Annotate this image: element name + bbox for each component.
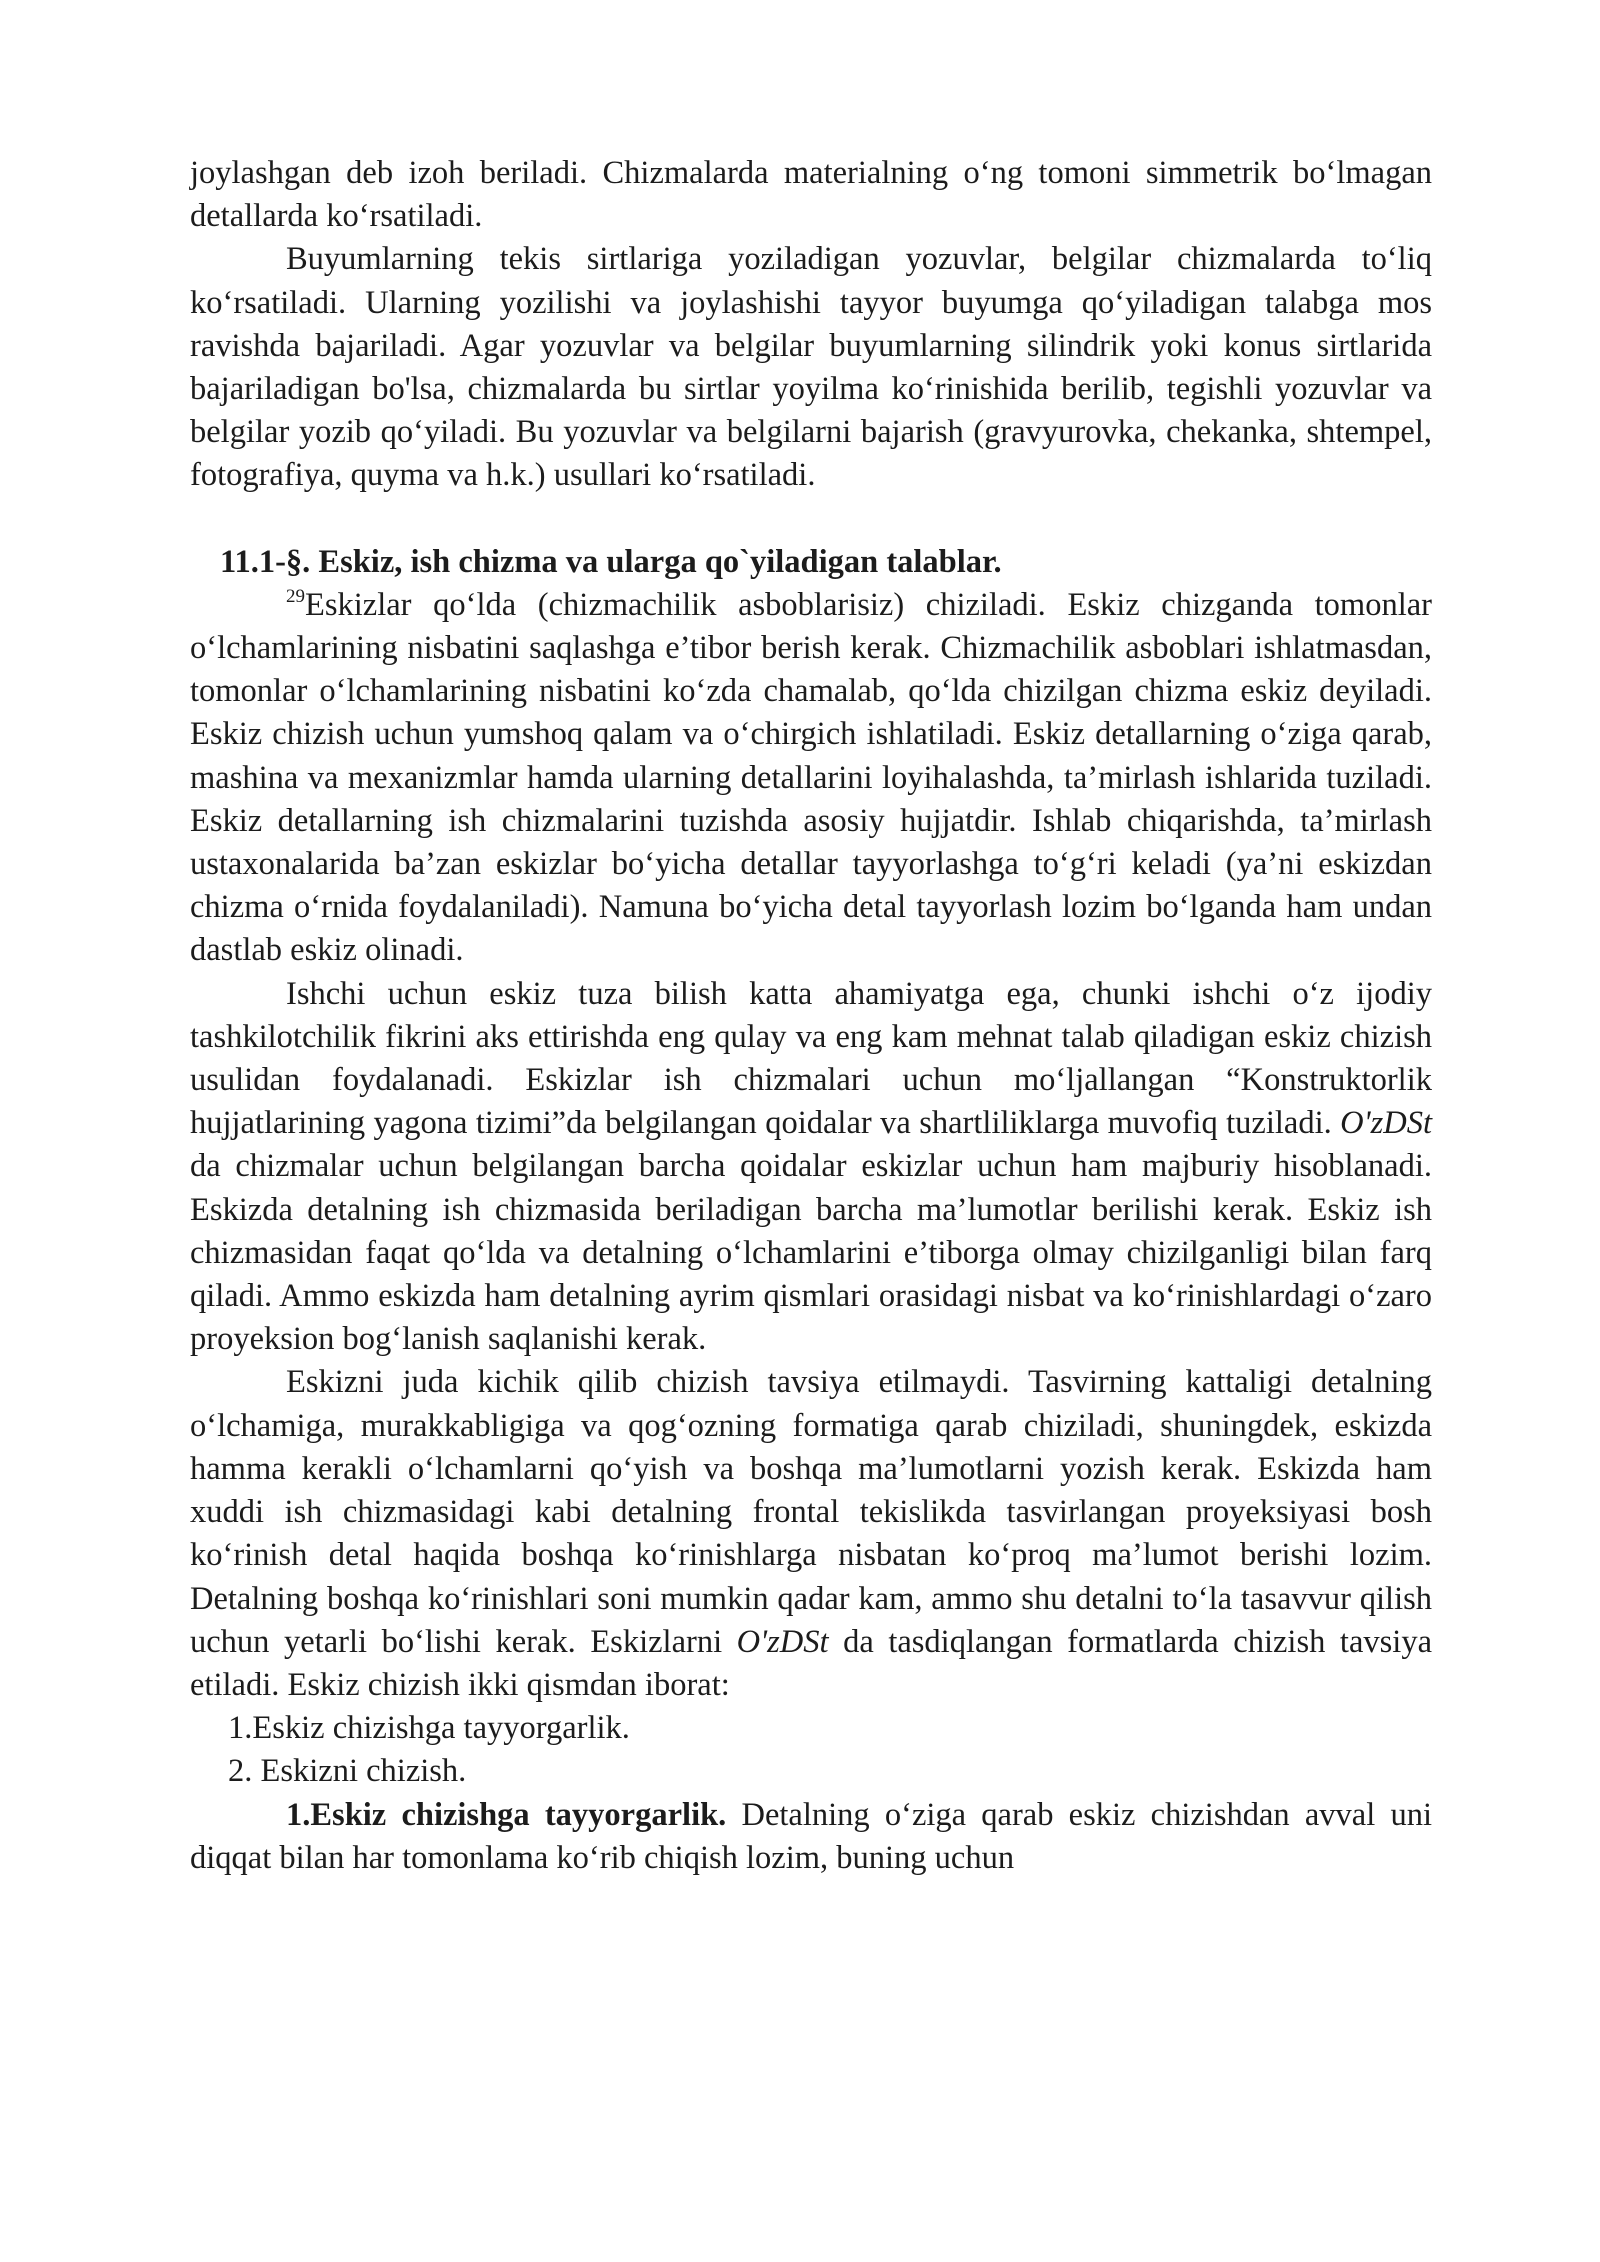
paragraph-worker-text-b: da chizmalar uchun belgilangan barcha qoidalar eskizlar uchun ham majburiy hisoblanadi. Eskizda detalning ish chizmasida beriladigan barcha ma’lumotlar berilishi kerak. Eskiz ish chizmasidan faqat qo‘lda va detalning o‘lchamlarini e’tiborga olmay chizilganligi bilan farq qiladi. Ammo eskizda ham detalning ayrim qismlari orasidagi nisbat va ko‘rinishlardagi o‘zaro proyeksion bog‘lanish saqlanishi kerak. (190, 1148, 1432, 1358)
paragraph-size-text-b: da tasdiqlangan formatlarda chizish tavsiya etiladi. Eskiz chizish ikki qismdan iborat: (190, 1623, 1432, 1703)
paragraph-preparation-title: 1.Eskiz chizishga tayyorgarlik. (286, 1796, 727, 1833)
list-item-preparation: 1.Eskiz chizishga tayyorgarlik. (228, 1710, 630, 1747)
standard-reference: O'zDSt (736, 1623, 829, 1660)
paragraph-size-text-a: Eskizni juda kichik qilib chizish tavsiya etilmaydi. Tasvirning kattaligi detalning o‘lchamiga, murakkabligiga va qog‘ozning formatiga qarab chiziladi, shuningdek, eskizda hamma kerakli o‘lchamlarni qo‘yish va boshqa ma’lumotlarni yozish kerak. Eskizda ham xuddi ish chizmasidagi kabi detalning frontal tekislikda tasvirlangan proyeksiyasi bosh ko‘rinish detal haqida boshqa ko‘rinishlarga nisbatan ko‘proq ma’lumot berishi lozim. Detalning boshqa ko‘rinishlari soni mumkin qadar kam, ammo shu detalni to‘la tasavvur qilish uchun yetarli bo‘lishi kerak. Eskizlarni (190, 1364, 1432, 1660)
document-page (190, 152, 1432, 1880)
paragraph-worker (190, 973, 1432, 1362)
section-heading: 11.1-§. Eskiz, ish chizma va ularga qo`yiladigan talablar. (220, 543, 1002, 580)
paragraph-preparation-text: Detalning o‘ziga qarab eskiz chizishdan avval uni diqqat bilan har tomonlama ko‘rib chiqish lozim, buning uchun (190, 1796, 1432, 1876)
paragraph-worker-text-a: Ishchi uchun eskiz tuza bilish katta ahamiyatga ega, chunki ishchi o‘z ijodiy tashkilotchilik fikrini aks ettirishda eng qulay va eng kam mehnat talab qiladigan eskiz chizish usulidan foydalanadi. Eskizlar ish chizmalari uchun mo‘ljallangan “Konstruktorlik hujjatlarining yagona tizimi”da belgilangan qoidalar va shartliliklarga muvofiq tuziladi. (190, 975, 1432, 1142)
list-item-drawing: 2. Eskizni chizish. (228, 1753, 467, 1790)
paragraph-eskiz-text: Eskizlar qo‘lda (chizmachilik asboblarisiz) chiziladi. Eskiz chizganda tomonlar o‘lchamlarining nisbatini saqlashga e’tibor berish kerak. Chizmachilik asboblari ishlatmasdan, tomonlar o‘lchamlarining nisbatini ko‘zda chamalab, qo‘lda chizilgan chizma eskiz deyiladi. Eskiz chizish uchun yumshoq qalam va o‘chirgich ishlatiladi. Eskiz detallarning o‘ziga qarab, mashina va mexanizmlar hamda ularning detallarini loyihalashda, ta’mirlash ishlarida tuziladi. Eskiz detallarning ish chizmalarini tuzishda asosiy hujjatdir. Ishlab chiqarishda, ta’mirlash ustaxonalarida ba’zan eskizlar bo‘yicha detallar tayyorlashga to‘g‘ri keladi (ya’ni eskizdan chizma o‘rnida foydalaniladi). Namuna bo‘yicha detal tayyorlash lozim bo‘lganda ham undan dastlab eskiz olinadi. (190, 586, 1432, 969)
paragraph-continuation: joylashgan deb izoh beriladi. Chizmalarda materialning o‘ng tomoni simmetrik bo‘lmagan detallarda ko‘rsatiladi. (190, 155, 1432, 235)
paragraph-preparation (190, 1794, 1432, 1880)
standard-reference: O'zDSt (1340, 1105, 1432, 1142)
paragraph-eskiz-definition (190, 584, 1432, 973)
footnote-reference: 29 (286, 585, 305, 607)
paragraph-surfaces: Buyumlarning tekis sirtlariga yoziladigan yozuvlar, belgilar chizmalarda to‘liq ko‘rsatiladi. Ularning yozilishi va joylashishi tayyor buyumga qo‘yiladigan talabga mos ravishda bajariladi. Agar yozuvlar va belgilar buyumlarning silindrik yoki konus sirtlarida bajariladigan bo'lsa, chizmalarda bu sirtlar yoyilma ko‘rinishida berilib, tegishli yozuvlar va belgilar yozib qo‘yiladi. Bu yozuvlar va belgilarni bajarish (gravyurovka, chekanka, shtempel, fotografiya, quyma va h.k.) usullari ko‘rsatiladi. (190, 241, 1432, 494)
paragraph-size (190, 1361, 1432, 1707)
